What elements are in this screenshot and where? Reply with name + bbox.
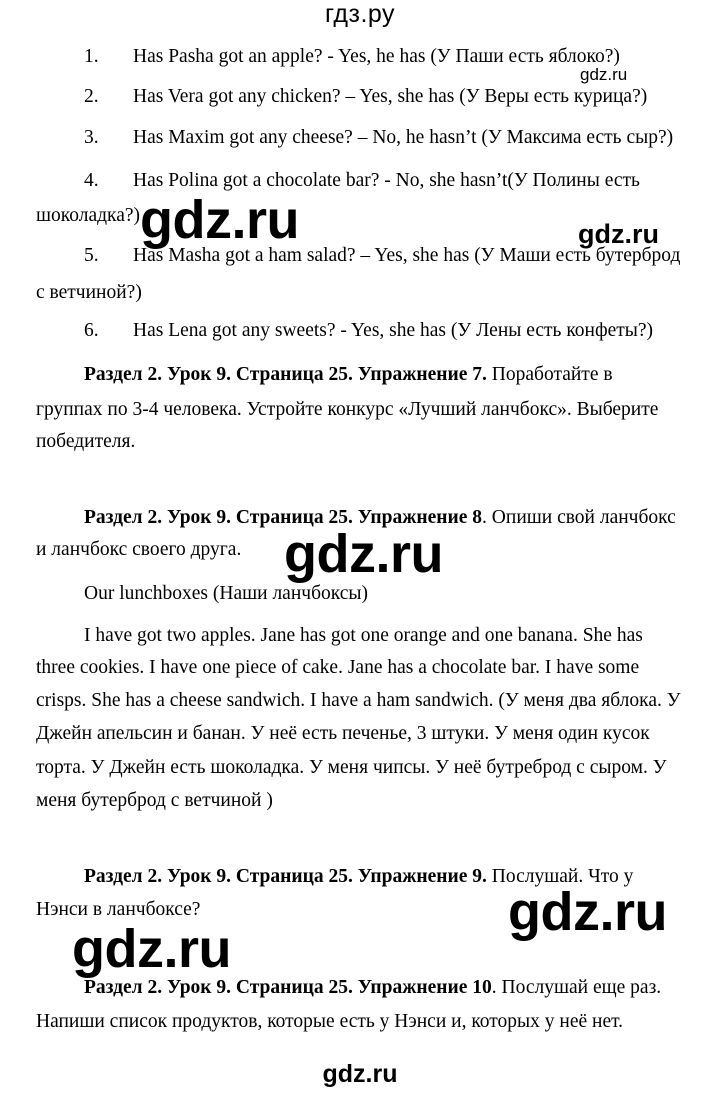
exercise-10-heading: Раздел 2. Урок 9. Страница 25. Упражнение 10	[84, 977, 492, 998]
answer-text: Has Polina got a chocolate bar? - No, she hasn’t(У Полины есть	[133, 170, 640, 191]
exercise-7-heading: Раздел 2. Урок 9. Страница 25. Упражнение 7.	[84, 364, 487, 385]
list-number: 3.	[84, 127, 99, 148]
exercise-9-line2: Нэнси в ланчбоксе?	[36, 899, 201, 920]
list-number: 5.	[84, 245, 99, 266]
list-number: 2.	[84, 86, 99, 107]
paragraph-line: Джейн апельсин и банан. У неё есть печенье, 3 штуки. У меня один кусок	[36, 723, 650, 744]
list-number: 1.	[84, 46, 99, 67]
exercise-10-line2: Напиши список продуктов, которые есть у Нэнси и, которых у неё нет.	[36, 1011, 624, 1032]
paragraph-line: меня бутерброд с ветчиной )	[36, 790, 273, 811]
answer-text: Has Lena got any sweets? - Yes, she has (У Лены есть конфеты?)	[133, 320, 654, 341]
list-number: 4.	[84, 170, 99, 191]
watermark: gdz.ru	[284, 524, 443, 584]
exercise-10-text: . Послушай еще раз.	[491, 977, 662, 998]
list-number: 6.	[84, 320, 99, 341]
site-header: гдз.ру	[324, 0, 396, 28]
watermark-footer: gdz.ru	[322, 1060, 398, 1088]
answer-text: Has Vera got any chicken? – Yes, she has (У Веры есть курица?)	[133, 86, 648, 107]
exercise-8-title: Our lunchboxes (Наши ланчбоксы)	[84, 583, 368, 604]
exercise-10-line1	[84, 978, 661, 998]
exercise-8-line2: и ланчбокс своего друга.	[36, 539, 242, 560]
answer-text: Has Maxim got any cheese? – No, he hasn’t (У Максима есть сыр?)	[133, 127, 674, 148]
exercise-7-line3: победителя.	[36, 431, 136, 452]
answer-text: Has Masha got a ham salad? – Yes, she has (У Маши есть бутерброд	[133, 245, 681, 266]
paragraph-line: crisps. She has a cheese sandwich. I have a ham sandwich. (У меня два яблока. У	[36, 690, 681, 711]
exercise-9-heading: Раздел 2. Урок 9. Страница 25. Упражнение 9.	[84, 866, 487, 887]
watermark: gdz.ru	[580, 65, 628, 84]
answer-text-cont: с ветчиной?)	[36, 282, 142, 303]
exercise-7-line1	[84, 365, 613, 385]
exercise-8-text: . Опиши свой ланчбокс	[482, 507, 676, 528]
exercise-8-heading: Раздел 2. Урок 9. Страница 25. Упражнение 8	[84, 507, 483, 528]
watermark: gdz.ru	[140, 190, 299, 250]
exercise-7-line2: группах по 3-4 человека. Устройте конкурс «Лучший ланчбокс». Выберите	[36, 399, 659, 420]
watermark: gdz.ru	[72, 919, 231, 979]
watermark: gdz.ru	[578, 219, 659, 249]
watermark: gdz.ru	[508, 882, 667, 942]
exercise-7-text: Поработайте в	[486, 364, 613, 385]
answer-text: Has Pasha got an apple? - Yes, he has (У Паши есть яблоко?)	[133, 46, 620, 67]
paragraph-line: торта. У Джейн есть шоколадка. У меня чипсы. У неё бутреброд с сыром. У	[36, 757, 667, 778]
paragraph-line: three cookies. I have one piece of cake. Jane has a chocolate bar. I have some	[36, 657, 640, 678]
paragraph-line: I have got two apples. Jane has got one orange and one banana. She has	[84, 625, 643, 646]
exercise-9-text: Послушай. Что у	[486, 866, 634, 887]
answer-text-cont: шоколадка?)	[36, 205, 141, 226]
